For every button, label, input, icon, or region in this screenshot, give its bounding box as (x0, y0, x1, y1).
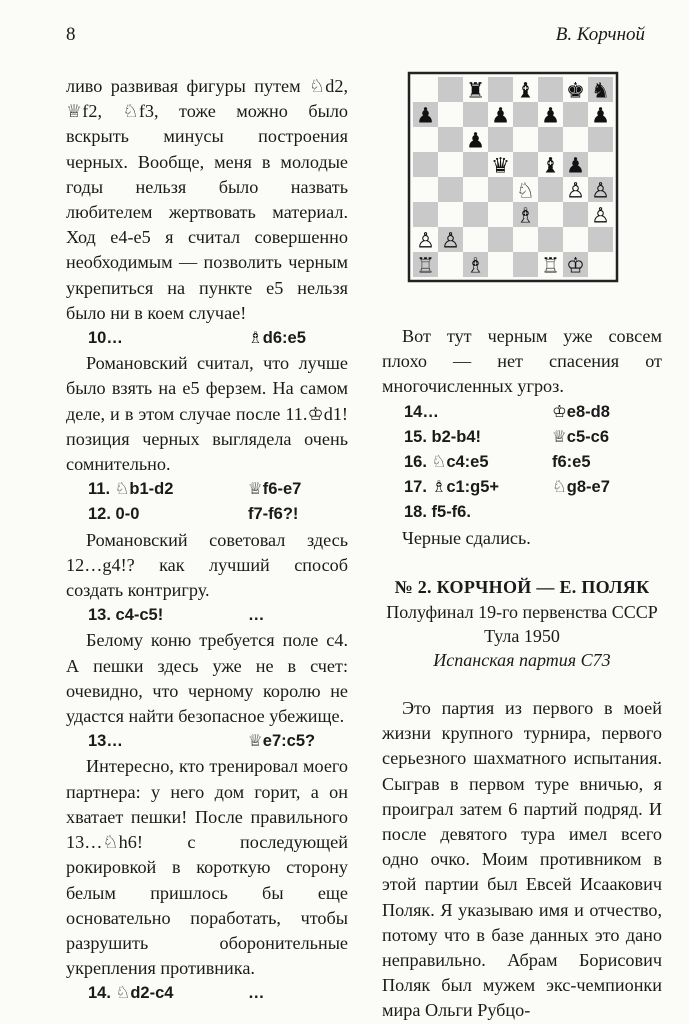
dark-square (488, 227, 513, 252)
game-subtitle: Испанская партия C73 (433, 650, 611, 671)
move-line (66, 603, 348, 628)
black-move: ♗d6:e5 (248, 329, 306, 348)
running-head-author: В. Корчной (555, 24, 645, 45)
paragraph: Вот тут черным уже совсем плохо — нет спасения от многочисленных угроз. (382, 326, 662, 397)
light-square (588, 252, 613, 277)
dark-square (413, 152, 438, 177)
black-move: … (248, 984, 265, 1003)
black-bishop-piece: ♝ (541, 153, 560, 178)
black-move (552, 500, 662, 525)
light-square (463, 227, 488, 252)
white-move: 14… (404, 402, 439, 421)
black-knight-piece: ♞ (591, 78, 610, 103)
white-move: 13… (88, 732, 123, 751)
white-knight-piece: ♘ (516, 178, 535, 203)
dark-square (513, 152, 538, 177)
black-bishop-piece: ♝ (516, 78, 535, 103)
move-line (382, 475, 662, 500)
light-square (488, 252, 513, 277)
light-square (413, 77, 438, 102)
black-pawn-piece: ♟ (416, 103, 435, 128)
white-pawn-piece: ♙ (441, 228, 460, 253)
dark-square (463, 202, 488, 227)
dark-square (463, 102, 488, 127)
chess-diagram (399, 70, 678, 292)
black-move: ♕c5-c6 (552, 427, 609, 446)
white-move: 17. ♗c1:g5+ (404, 478, 500, 497)
paragraph: Интересно, кто тренировал моего партнера: у него дом горит, а он хватает пешки! После правильного 13…♘h6! с последующей рокировкой в короткую сторону белым пришлось бы еще основательно поработать, чтобы разрушить оборонительные укрепления противника. (66, 756, 348, 979)
move-line (382, 450, 662, 475)
dark-square (438, 127, 463, 152)
paragraph: Черные сдались. (402, 527, 531, 548)
light-square (588, 152, 613, 177)
paragraph: Это партия из первого в моей жизни крупного турнира, первого серьезного шахматного испытания. Сыграв в первом туре вничью, я проиграл затем 6 партий подряд. И после девятого тура имел всего одно очко. Моим противником в этой партии был Евсей Исаакович Поляк. Я указываю имя и отчество, потому что в базе данных это дано неправильно. Абрам Борисович Поляк был мужем экс-чемпионки мира Ольги Рубцо- (382, 698, 662, 1021)
black-pawn-piece: ♟ (591, 103, 610, 128)
game-heading: № 2. КОРЧНОЙ — Е. ПОЛЯК (394, 576, 650, 597)
dark-square (538, 127, 563, 152)
dark-square (438, 77, 463, 102)
paragraph: Романовский советовал здесь 12…g4!? как лучший способ создать контригру. (66, 529, 348, 601)
white-move: 14. ♘d2-c4 (88, 984, 174, 1003)
black-queen-piece: ♛ (491, 153, 510, 178)
white-move: 18. f5-f6. (404, 503, 471, 522)
white-bishop-piece: ♗ (516, 203, 535, 228)
light-square (563, 127, 588, 152)
dark-square (563, 202, 588, 227)
white-move: 15. b2-b4! (404, 427, 482, 446)
light-square (463, 177, 488, 202)
white-pawn-piece: ♙ (591, 178, 610, 203)
dark-square (488, 77, 513, 102)
white-king-piece: ♔ (566, 253, 585, 278)
dark-square (413, 202, 438, 227)
spacer (382, 672, 662, 696)
light-square (438, 202, 463, 227)
dark-square (438, 177, 463, 202)
white-pawn-piece: ♙ (591, 203, 610, 228)
light-square (438, 152, 463, 177)
light-square (488, 202, 513, 227)
white-rook-piece: ♖ (541, 253, 560, 278)
dark-square (563, 102, 588, 127)
paragraph: Белому коню требуется поле c4. А пешки здесь уже не в счет: очевидно, что черному королю не удастся найти безопасное убежище. (66, 630, 348, 727)
chess-board (399, 70, 678, 292)
move-line (382, 400, 662, 425)
move-line (66, 729, 348, 754)
light-square (513, 127, 538, 152)
dark-square (463, 152, 488, 177)
black-pawn-piece: ♟ (541, 103, 560, 128)
dark-square (588, 127, 613, 152)
white-move: 11. ♘b1-d2 (88, 480, 174, 499)
dark-square (488, 127, 513, 152)
move-line (66, 502, 348, 527)
game-subtitle: Тула 1950 (484, 626, 560, 647)
black-pawn-piece: ♟ (491, 103, 510, 128)
dark-square (513, 102, 538, 127)
black-rook-piece: ♜ (466, 78, 485, 103)
white-move: 10… (88, 329, 123, 348)
light-square (538, 202, 563, 227)
right-column (382, 324, 662, 1024)
move-line (382, 500, 662, 525)
left-column (66, 74, 348, 1007)
black-move: ♕e7:c5? (248, 732, 316, 751)
page-number: 8 (66, 24, 76, 45)
move-line (66, 326, 348, 351)
white-rook-piece: ♖ (416, 253, 435, 278)
white-pawn-piece: ♙ (416, 228, 435, 253)
dark-square (588, 227, 613, 252)
black-move: ♘g8-e7 (552, 478, 610, 497)
black-move: f7-f6?! (248, 505, 299, 524)
move-line (66, 981, 348, 1006)
dark-square (538, 77, 563, 102)
light-square (438, 102, 463, 127)
game-subtitle: Полуфинал 19-го первенства СССР (386, 602, 658, 623)
black-move: ♔e8-d8 (552, 402, 610, 421)
black-move: ♕f6-e7 (248, 480, 302, 499)
dark-square (538, 227, 563, 252)
dark-square (538, 177, 563, 202)
light-square (563, 227, 588, 252)
white-pawn-piece: ♙ (566, 178, 585, 203)
move-line (66, 477, 348, 502)
black-move: … (248, 606, 265, 625)
white-move: 12. 0-0 (88, 505, 140, 524)
paragraph: ливо развивая фигуры путем ♘d2, ♕f2, ♘f3, тоже можно было вскрыть минусы построения черных. Вообще, меня в молодые годы нельзя было назвать любителем жертвовать материал. Ход e4-e5 я считал совершенно необходимым — позволить черным укрепиться на пункте e5 нельзя было ни в коем случае! (66, 76, 348, 323)
move-line (382, 425, 662, 450)
light-square (438, 252, 463, 277)
dark-square (513, 252, 538, 277)
paragraph: Романовский считал, что лучше было взять на e5 ферзем. На самом деле, и в этом случае после 11.♔d1! позиция черных выглядела очень сомнительно. (66, 353, 348, 475)
white-move: 16. ♘c4:e5 (404, 453, 489, 472)
light-square (513, 227, 538, 252)
light-square (413, 177, 438, 202)
black-pawn-piece: ♟ (566, 153, 585, 178)
white-move: 13. c4-c5! (88, 606, 164, 625)
light-square (413, 127, 438, 152)
black-king-piece: ♚ (566, 78, 585, 103)
black-move: f6:e5 (552, 453, 591, 472)
white-bishop-piece: ♗ (466, 253, 485, 278)
dark-square (488, 177, 513, 202)
black-pawn-piece: ♟ (466, 128, 485, 153)
